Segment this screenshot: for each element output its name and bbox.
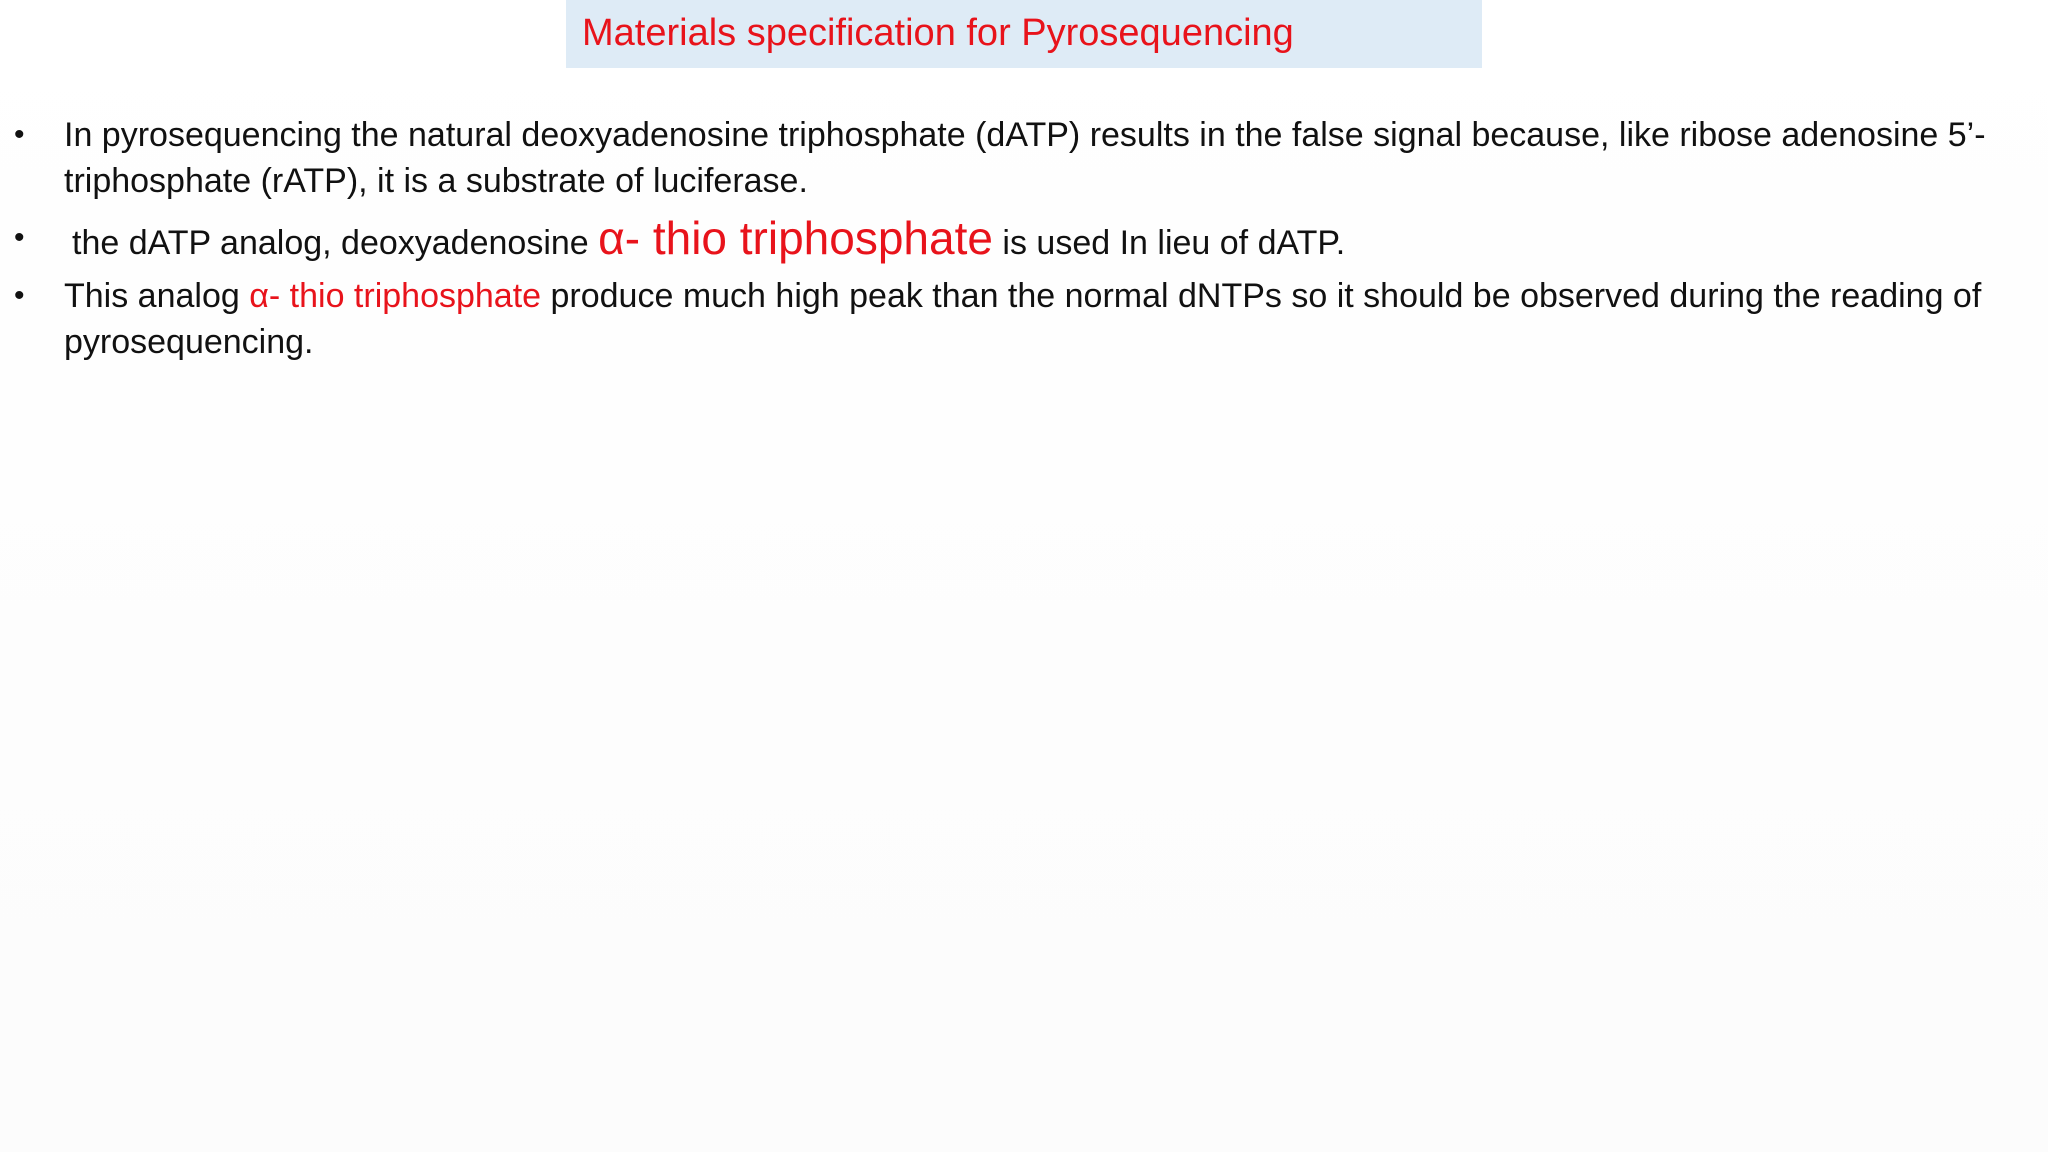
bullet-marker: •	[14, 221, 25, 254]
bullet-marker: •	[14, 118, 25, 151]
bullet-highlight: α- thio triphosphate	[598, 212, 993, 264]
bullet-item-1	[0, 112, 2048, 204]
bullet-item-2	[0, 210, 2048, 271]
bullet-text: In pyrosequencing the natural deoxyadenosine triphosphate (dATP) results in the false signal because, like ribose adenosine 5’-triphosphate (rATP), it is a substrate of luciferase.	[64, 116, 1986, 200]
bullet-marker: •	[14, 279, 25, 312]
bullet-highlight: α- thio triphosphate	[249, 277, 542, 315]
bullet-item-3	[0, 273, 2048, 365]
slide-title: Materials specification for Pyrosequencing	[582, 12, 1294, 54]
bullet-list	[0, 112, 2048, 365]
bullet-text-suffix: produce much high peak than the normal dNTPs so it should be observed during the reading of pyrosequencing.	[64, 277, 1982, 361]
bullet-text-prefix: the dATP analog, deoxyadenosine	[72, 224, 599, 262]
bullet-text-suffix: is used In lieu of dATP.	[992, 224, 1346, 262]
bullet-text-prefix: This analog	[64, 277, 250, 315]
title-banner	[566, 0, 1482, 68]
